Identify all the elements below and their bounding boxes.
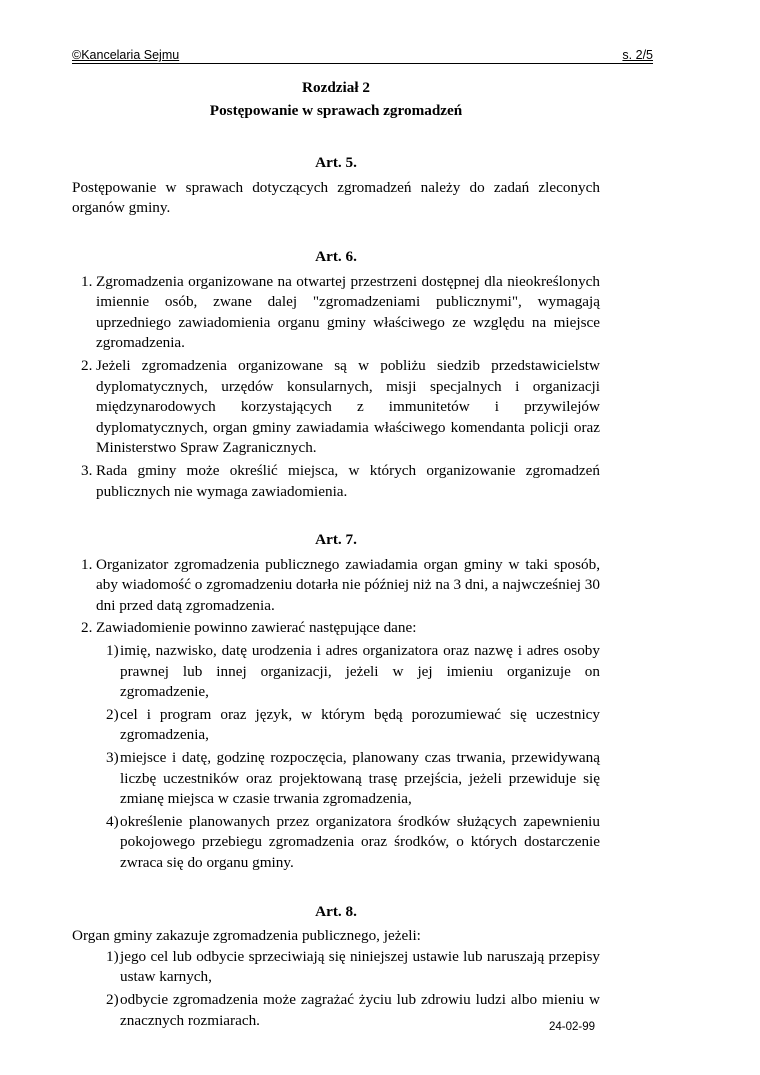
item-number: 2. (81, 356, 93, 374)
art7-point (72, 705, 600, 746)
point-text: miejsce i datę, godzinę rozpoczęcia, planowany czas trwania, przewidywaną liczbę uczestników oraz projektowaną trasę przejścia, jeżeli przewiduje się zmianę miejsca w czasie trwania zgromadzenia, (120, 749, 600, 808)
art6-item (72, 461, 600, 502)
item-number: 3. (81, 461, 93, 479)
art5-heading: Art. 5. (315, 154, 357, 172)
art7-heading: Art. 7. (315, 531, 357, 549)
art8-point (72, 947, 600, 988)
item-text: Zgromadzenia organizowane na otwartej przestrzeni dostępnej dla nieokreślonych imiennie osób, zwane dalej "zgromadzeniami publicznymi", wymagają uprzedniego zawiadomienia organu gminy właściwego ze względu na miejsce zgromadzenia. (96, 272, 600, 352)
footer-date: 24-02-99 (549, 1021, 596, 1033)
art7-point (72, 748, 600, 810)
page-header (72, 48, 653, 64)
art8-heading: Art. 8. (315, 902, 357, 920)
item-text: Zawiadomienie powinno zawierać następujące dane: (96, 619, 417, 637)
document-body (72, 78, 600, 1033)
art7-item (72, 555, 600, 617)
item-text: Rada gminy może określić miejsca, w których organizowanie zgromadzeń publicznych nie wymaga zawiadomienia. (96, 461, 600, 500)
chapter-number: Rozdział 2 (302, 79, 370, 96)
item-number: 1. (81, 272, 93, 290)
art8-intro: Organ gminy zakazuje zgromadzenia publicznego, jeżeli: (72, 927, 421, 945)
art6-item (72, 272, 600, 354)
chapter-title: Postępowanie w sprawach zgromadzeń (209, 101, 463, 119)
point-number: 1) (106, 947, 119, 965)
art6-heading: Art. 6. (315, 247, 357, 265)
point-number: 2) (106, 705, 119, 723)
point-text: określenie planowanych przez organizatora środków służących zapewnieniu pokojowego przebiegu zgromadzenia oraz środków, o których dostarczenie zwraca się do organu gminy. (120, 812, 600, 871)
point-number: 2) (106, 990, 119, 1008)
point-number: 1) (106, 642, 119, 660)
point-number: 3) (106, 749, 119, 767)
point-text: jego cel lub odbycie sprzeciwiają się niniejszej ustawie lub naruszają przepisy ustaw karnych, (120, 947, 600, 986)
art5-text: Postępowanie w sprawach dotyczących zgromadzeń należy do zadań zleconych organów gminy. (72, 178, 600, 217)
art7-item (72, 618, 600, 639)
item-number: 2. (81, 619, 93, 637)
art8-point (72, 990, 600, 1031)
art6-item (72, 356, 600, 459)
point-text: imię, nazwisko, datę urodzenia i adres organizatora oraz nazwę i adres osoby prawnej lub innej organizacji, jeżeli w jej imieniu organizuje on zgromadzenie, (120, 642, 600, 701)
art8-points (72, 947, 600, 1031)
header-publisher: ©Kancelaria Sejmu (72, 48, 180, 62)
point-number: 4) (106, 812, 119, 830)
item-number: 1. (81, 555, 93, 573)
header-page-number: s. 2/5 (622, 48, 653, 62)
art7-points (72, 641, 600, 874)
art7-point (72, 641, 600, 703)
art7-point (72, 812, 600, 874)
item-text: Organizator zgromadzenia publicznego zawiadamia organ gminy w taki sposób, aby wiadomość o zgromadzeniu dotarła nie później niż na 3 dni, a najwcześniej 30 dni przed datą zgromadzenia. (96, 555, 600, 614)
point-text: odbycie zgromadzenia może zagrażać życiu lub zdrowiu ludzi albo mieniu w znacznych rozmiarach. (120, 990, 600, 1029)
item-text: Jeżeli zgromadzenia organizowane są w pobliżu siedzib przedstawicielstw dyplomatycznych, urzędów konsularnych, misji specjalnych i organizacji międzynarodowych korzystających z immunitetów i przywilejów dyplomatycznych, organ gminy zawiadamia właściwego komendanta policji oraz Ministerstwo Spraw Zagranicznych. (96, 356, 600, 457)
point-text: cel i program oraz język, w którym będą porozumiewać się uczestnicy zgromadzenia, (120, 705, 600, 744)
